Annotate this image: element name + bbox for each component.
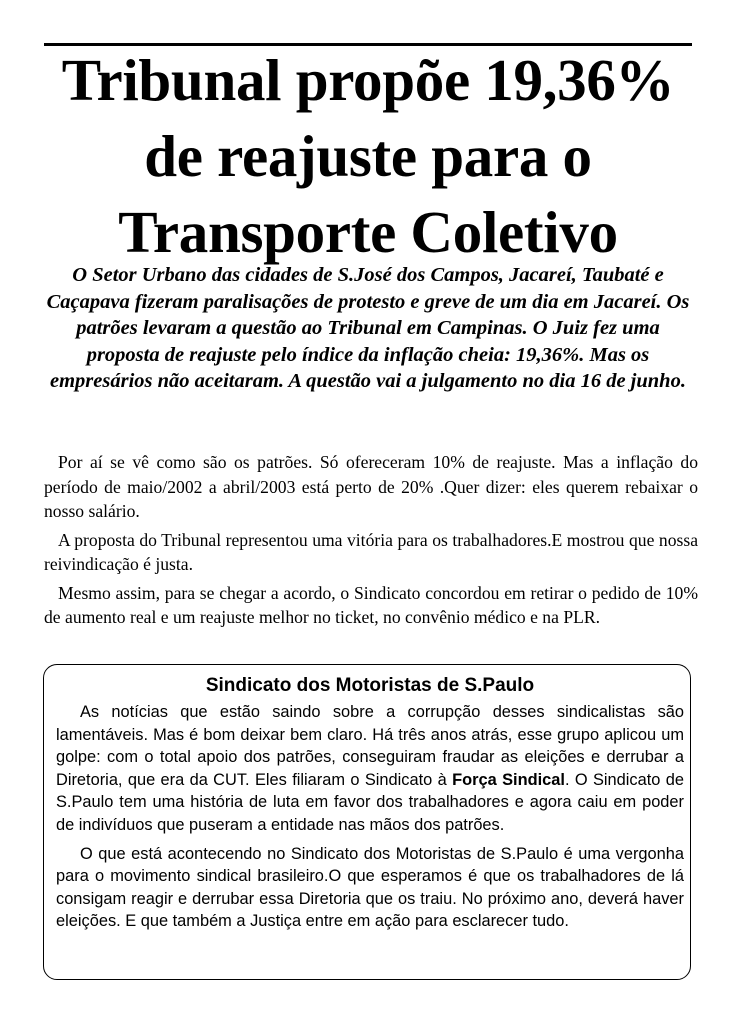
box-paragraph-1-start: As notícias que estão saindo sobre a corrupção desses sindicalistas são lamentáveis. Mas é bom deixar bem claro. Há três anos atrás, esse grupo aplicou um golpe: com o total apoio dos patrões, conseguiram fraudar as eleições e derrubar a Diretoria, que era da CUT. Eles filiaram o Sindicato à [56,703,684,789]
body-paragraph-3: Mesmo assim, para se chegar a acordo, o Sindicato concordou em retirar o pedido de 10% de aumento real e um reajuste melhor no ticket, no convênio médico e na PLR. [44,582,698,627]
body-paragraph-2: A proposta do Tribunal representou uma vitória para os trabalhadores.E mostrou que nossa reivindicação é justa. [44,529,698,574]
headline [30,42,706,270]
body-paragraph-1: Por aí se vê como são os patrões. Só ofereceram 10% de reajuste. Mas a inflação do período de maio/2002 a abril/2003 está perto de 20% .Quer dizer: eles querem rebaixar o nosso salário. [44,452,698,521]
lead-paragraph: O Setor Urbano das cidades de S.José dos Campos, Jacareí, Taubaté e Caçapava fizeram paralisações de protesto e greve de um dia em Jacareí. Os patrões levaram a questão ao Tribunal em Campinas. O Juiz fez uma proposta de reajuste pelo índice da inflação cheia: 19,36%. Mas os empresários não aceitaram. A questão vai a julgamento no dia 16 de junho. [46,264,690,393]
box-paragraph-1 [56,701,684,837]
headline-line-3: Transporte Coletivo [118,199,618,265]
box-title: Sindicato dos Motoristas de S.Paulo [205,675,535,696]
box-paragraph-2: O que está acontecendo no Sindicato dos Motoristas de S.Paulo é uma vergonha para o movimento sindical brasileiro.O que esperamos é que os trabalhadores de lá consigam reagir e derrubar essa Diretoria que os traiu. No próximo ano, deverá haver eleições. E que também a Justiça entre em ação para esclarecer tudo. [56,844,684,931]
headline-line-2: de reajuste para o [144,123,592,189]
box-paragraph-1-end: . O Sindicato de S.Paulo tem uma história de luta em favor dos trabalhadores e agora caiu em poder de indivíduos que puseram a entidade nas mãos dos patrões. [56,770,684,834]
box-bold-term: Força Sindical [452,770,565,789]
article-body [44,450,698,634]
headline-line-1: Tribunal propõe 19,36% [61,47,675,113]
sidebar-box [43,664,691,980]
